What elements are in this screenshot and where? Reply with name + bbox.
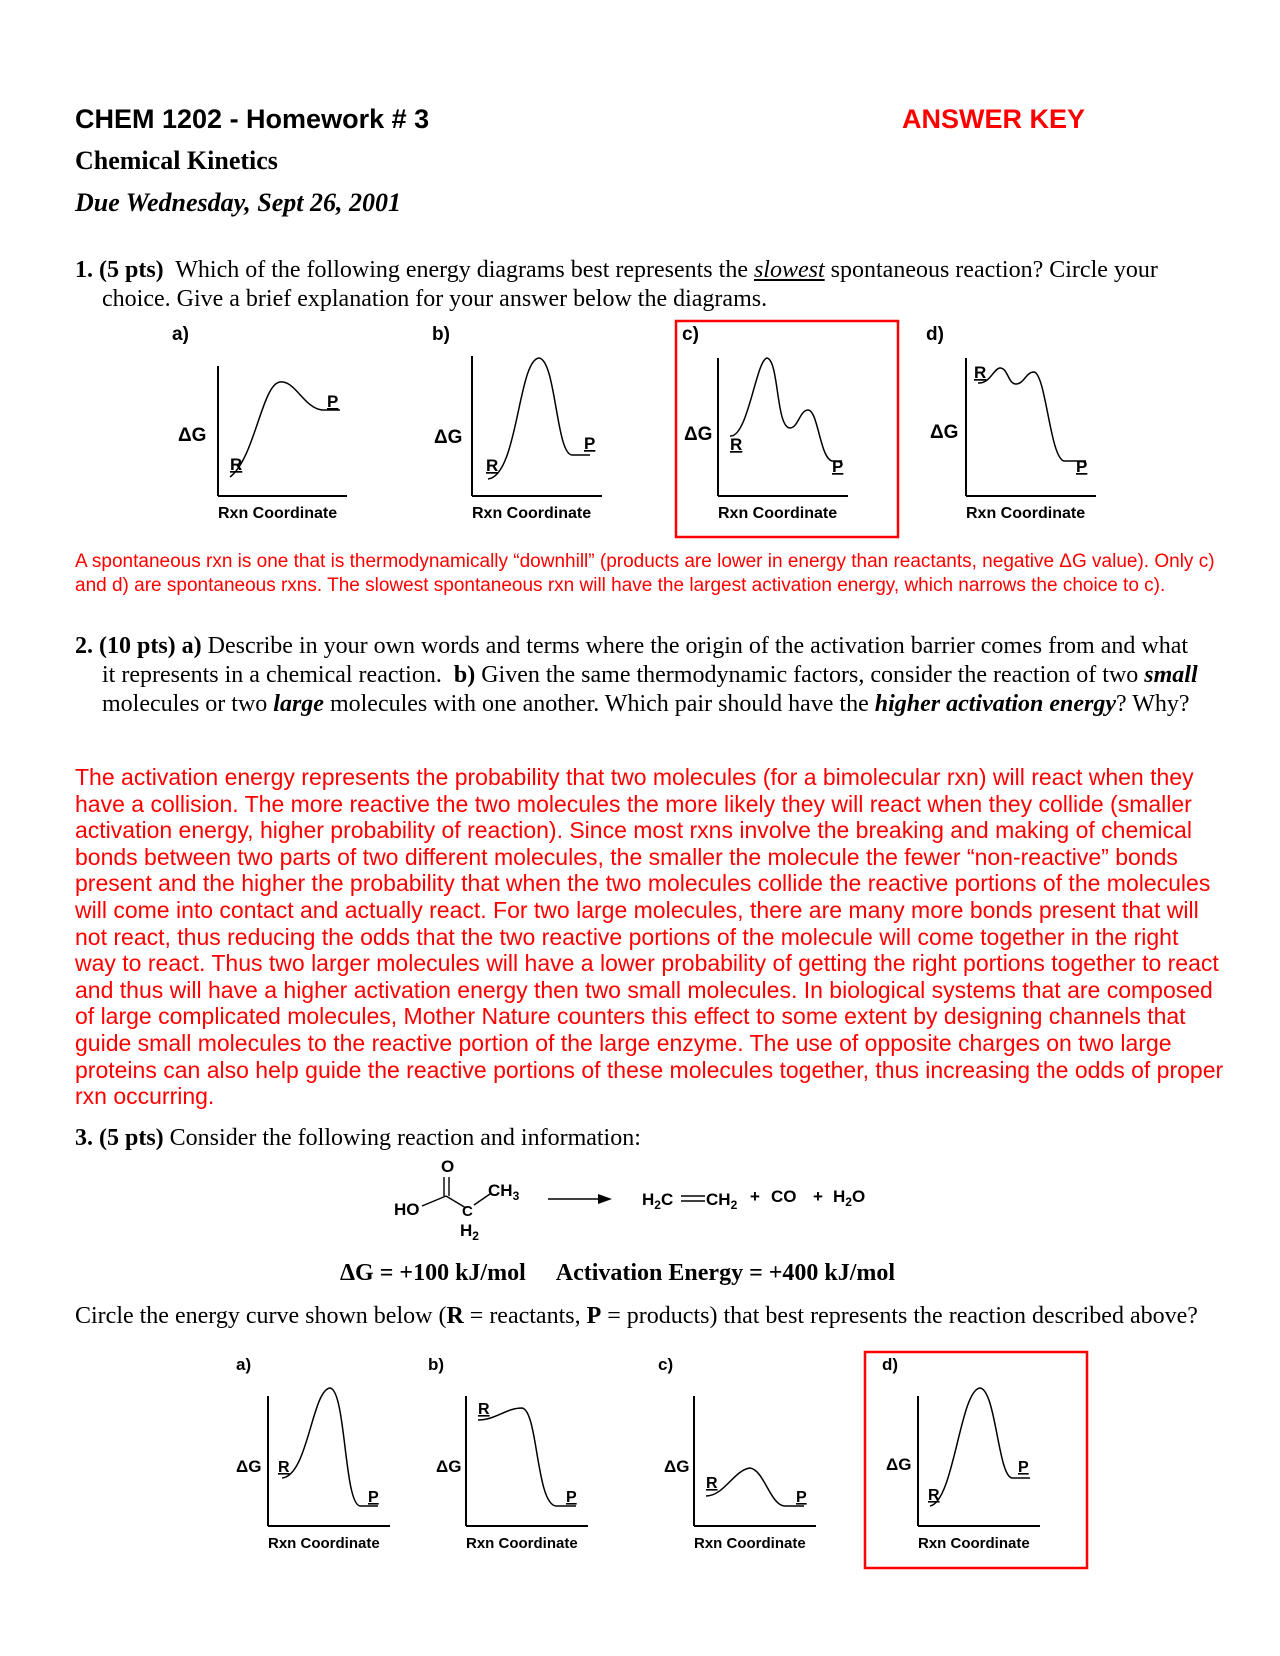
hydroxyl-label: HO [394, 1200, 420, 1219]
water-h: H [833, 1187, 846, 1206]
q3-number: 3. [75, 1125, 93, 1151]
methyl-group [488, 1181, 520, 1203]
q2-part-b: b) [453, 662, 476, 688]
water-o: O [851, 1187, 866, 1206]
methyl-subscript: 3 [512, 1189, 520, 1203]
page-subtitle: Chemical Kinetics [75, 146, 278, 175]
q1-diagram-c [676, 321, 898, 537]
delta-g-label: ΔG [684, 424, 713, 445]
reactant-label: R [230, 455, 243, 474]
reaction-arrow-head [598, 1194, 612, 1204]
reactant-label: R [486, 456, 499, 475]
reactant-label: R [928, 1487, 940, 1504]
q3-diagram-d [865, 1352, 1087, 1568]
delta-g-label: ΔG [236, 1457, 262, 1476]
methylene-h-text: H [460, 1221, 473, 1240]
product-label: P [566, 1489, 577, 1506]
ethylene-ch2-subscript: 2 [730, 1198, 738, 1212]
plus-1: + [750, 1187, 760, 1206]
product-label: P [327, 392, 339, 411]
x-axis-label: Rxn Coordinate [472, 505, 592, 522]
q3-diagram-a [236, 1355, 390, 1552]
product-label: P [796, 1489, 807, 1506]
ethylene-c: C [660, 1190, 674, 1209]
q3-diagram-b [428, 1355, 588, 1552]
q1-answer: A spontaneous rxn is one that is thermodynamically “downhill” (products are lower in energy than reactants, negative ΔG value). Only c) and d) are spontaneous rxns. The slowest spontaneous rxn will have the largest activation energy, which narrows the choice to c). [75, 551, 1215, 596]
ethylene-h-text: H [642, 1190, 655, 1209]
oxygen-label: O [441, 1157, 455, 1176]
diagram-label: a) [172, 324, 189, 345]
q2-answer: The activation energy represents the probability that two molecules (for a bimolecular rxn) will react when they have a collision. The more reactive the two molecules the more likely they will react when they collide (smaller activation energy, higher probability of reaction). Since most rxns involve the breaking and making of chemical bonds between two parts of two different molecules, the smaller the molecule the fewer “non-reactive” bonds present and the higher the probability that when the two molecules collide the reactive portions of the molecules will come into contact and actually react. For two large molecules, there are many more bonds present that will not react, thus reducing the odds that the two reactive portions of the molecule will come together in the right way to react. Thus two larger molecules will have a lower probability of getting the right portions together to react and thus will have a higher activation energy then two small molecules. In biological systems that are composed of large complicated molecules, Mother Nature counters this effect to some extent by designing channels that guide small molecules to the reactive portion of the large enzyme. The use of opposite charges on two large proteins can also help guide the reactive portions of these molecules together, thus increasing the odds of proper rxn occurring. [75, 764, 1224, 1110]
q3-p-bold: P [586, 1303, 602, 1329]
water-subscript: 2 [845, 1195, 852, 1209]
q3-prompt-3: = products) that best represents the reaction described above? [601, 1303, 1198, 1329]
page-title: CHEM 1202 - Homework # 3 [75, 104, 430, 134]
q2-em-large: large [273, 691, 324, 717]
q1-diagram-a [172, 324, 347, 522]
energy-curve [282, 1388, 378, 1506]
delta-g-label: ΔG [436, 1457, 462, 1476]
energy-curve [478, 1408, 576, 1506]
question-1 [75, 256, 1205, 314]
q2-em-small: small [1144, 662, 1198, 688]
diagram-label: a) [236, 1355, 252, 1374]
methylene-h-subscript: 2 [472, 1229, 479, 1243]
q3-points: (5 pts) [99, 1125, 164, 1151]
product-label: P [584, 434, 596, 453]
q1-emphasis: slowest [753, 257, 825, 283]
methylene-h [460, 1221, 479, 1243]
q3-diagram-c [658, 1355, 816, 1552]
reactant-label: R [278, 1459, 290, 1476]
delta-g-label: ΔG [930, 422, 959, 443]
reactant-label: R [706, 1475, 718, 1492]
diagram-label: c) [682, 324, 699, 345]
ethylene-h [642, 1190, 673, 1212]
energy-curve [230, 382, 340, 477]
diagram-label: b) [428, 1355, 445, 1374]
q3-prompt-1: Circle the energy curve shown below ( [75, 1303, 447, 1329]
water [833, 1187, 865, 1209]
bond-ho-c [422, 1196, 446, 1206]
reactant-label: R [730, 435, 743, 454]
delta-g-label: ΔG [886, 1455, 912, 1474]
product-label: P [368, 1489, 379, 1506]
plus-2: + [813, 1187, 823, 1206]
energy-curve [706, 1468, 804, 1506]
methylene-carbon: C [462, 1203, 473, 1220]
q2-text-a: Describe in your own words and terms where the origin of the activation barrier comes from and what it represents in a chemical reaction. [102, 633, 1189, 688]
x-axis-label: Rxn Coordinate [466, 1535, 578, 1552]
given-values [340, 1260, 895, 1287]
ethylene-h-subscript: 2 [654, 1198, 661, 1212]
q1-text-after: spontaneous reaction? Circle your choice. Give a brief explanation for your answer below the diagrams. [102, 257, 1158, 312]
product-label: P [1076, 457, 1088, 476]
q3-prompt [75, 1302, 1205, 1331]
delta-g-label: ΔG [664, 1457, 690, 1476]
due-date: Due Wednesday, Sept 26, 2001 [75, 188, 401, 217]
q1-diagram-d [926, 324, 1096, 522]
methyl-text: CH [488, 1181, 513, 1200]
ethylene-ch2-text: CH [706, 1190, 731, 1209]
question-3 [75, 1124, 1205, 1153]
energy-curve [930, 1388, 1030, 1506]
q2-em-higher: higher activation energy [874, 691, 1117, 717]
q3-r-bold: R [446, 1303, 464, 1329]
ethylene-ch2 [706, 1190, 738, 1212]
q3-prompt-2: = reactants, [463, 1303, 587, 1329]
x-axis-label: Rxn Coordinate [218, 505, 338, 522]
x-axis-label: Rxn Coordinate [718, 505, 838, 522]
answer-key-label: ANSWER KEY [902, 104, 1086, 134]
q1-points: (5 pts) [99, 257, 164, 283]
energy-curve [488, 358, 590, 479]
q3-diagrams [0, 1348, 1280, 1578]
carbon-monoxide: CO [771, 1187, 797, 1206]
delta-g-label: ΔG [178, 425, 207, 446]
q1-diagram-b [432, 324, 602, 522]
x-axis-label: Rxn Coordinate [694, 1535, 806, 1552]
reactant-label: R [974, 363, 987, 382]
q2-points: (10 pts) [99, 633, 176, 659]
activation-energy-value: Activation Energy = +400 kJ/mol [555, 1260, 896, 1286]
reaction-scheme [380, 1156, 900, 1246]
q2-text-b2: molecules or two [102, 691, 268, 717]
q2-part-a: a) [181, 633, 202, 659]
diagram-label: d) [926, 324, 944, 345]
reactant-label: R [478, 1401, 490, 1418]
x-axis-label: Rxn Coordinate [966, 505, 1086, 522]
diagram-label: c) [658, 1355, 674, 1374]
product-label: P [832, 457, 844, 476]
q2-text-b1: Given the same thermodynamic factors, consider the reaction of two [481, 662, 1139, 688]
diagram-label: d) [882, 1355, 899, 1374]
diagram-label: b) [432, 324, 450, 345]
q2-number: 2. [75, 633, 93, 659]
q1-number: 1. [75, 257, 93, 283]
q3-text: Consider the following reaction and information: [169, 1125, 641, 1151]
question-2 [75, 632, 1205, 719]
q1-diagrams [0, 318, 1280, 548]
energy-curve [978, 368, 1086, 461]
q2-text-b3: molecules with one another. Which pair should have the [329, 691, 869, 717]
delta-g-value: ΔG = +100 kJ/mol [340, 1260, 526, 1286]
x-axis-label: Rxn Coordinate [918, 1535, 1030, 1552]
energy-curve [730, 358, 842, 461]
product-label: P [1018, 1459, 1029, 1476]
x-axis-label: Rxn Coordinate [268, 1535, 380, 1552]
q2-text-b4: ? Why? [1116, 691, 1190, 717]
delta-g-label: ΔG [434, 427, 463, 448]
q1-text-before: Which of the following energy diagrams best represents the [175, 257, 748, 283]
